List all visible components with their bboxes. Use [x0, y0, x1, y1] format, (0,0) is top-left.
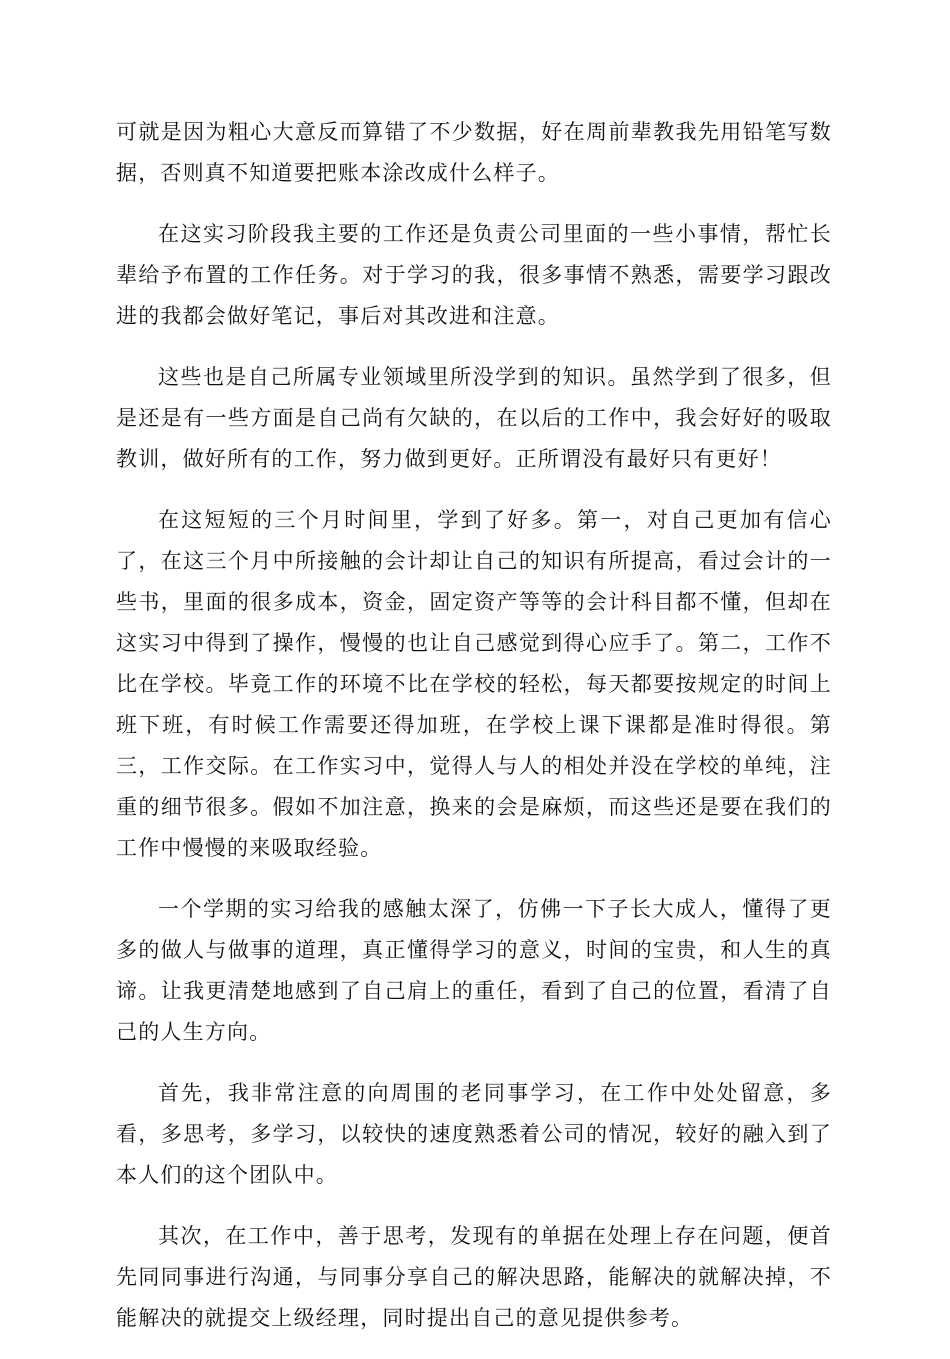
paragraph-secondly: 其次，在工作中，善于思考，发现有的单据在处理上存在问题，便首先同同事进行沟通，与同事分享自己的解决思路，能解决的就解决掉，不能解决的就提交上级经理，同时提出自己的意见提供参考。: [116, 1224, 832, 1330]
document-body: [116, 112, 832, 1359]
paragraph-firstly: 首先，我非常注意的向周围的老同事学习，在工作中处处留意，多看，多思考，多学习，以较快的速度熟悉着公司的情况，较好的融入到了本人们的这个团队中。: [116, 1081, 832, 1187]
paragraph-reflection: 一个学期的实习给我的感触太深了，仿佛一下子长大成人，懂得了更多的做人与做事的道理，真正懂得学习的意义，时间的宝贵，和人生的真谛。让我更清楚地感到了自己肩上的重任，看到了自己的位置，看清了自己的人生方向。: [116, 897, 832, 1044]
paragraph-three-months: 在这短短的三个月时间里，学到了好多。第一，对自己更加有信心了，在这三个月中所接触的会计却让自己的知识有所提高，看过会计的一些书，里面的很多成本，资金，固定资产等等的会计科目都不懂，但却在这实习中得到了操作，慢慢的也让自己感觉到得心应手了。第二，工作不比在学校。毕竟工作的环境不比在学校的轻松，每天都要按规定的时间上班下班，有时候工作需要还得加班，在学校上课下课都是准时得很。第三，工作交际。在工作实习中，觉得人与人的相处并没在学校的单纯，注重的细节很多。假如不加注意，换来的会是麻烦，而这些还是要在我们的工作中慢慢的来吸取经验。: [116, 508, 832, 860]
paragraph-continuation: 可就是因为粗心大意反而算错了不少数据，好在周前辈教我先用铅笔写数据，否则真不知道要把账本涂改成什么样子。: [116, 120, 832, 185]
paragraph-knowledge-gained: 这些也是自己所属专业领域里所没学到的知识。虽然学到了很多，但是还是有一些方面是自己尚有欠缺的，在以后的工作中，我会好好的吸取教训，做好所有的工作，努力做到更好。正所谓没有最好只有更好！: [116, 365, 832, 471]
paragraph-internship-tasks: 在这实习阶段我主要的工作还是负责公司里面的一些小事情，帮忙长辈给予布置的工作任务。对于学习的我，很多事情不熟悉，需要学习跟改进的我都会做好笔记，事后对其改进和注意。: [116, 222, 832, 328]
